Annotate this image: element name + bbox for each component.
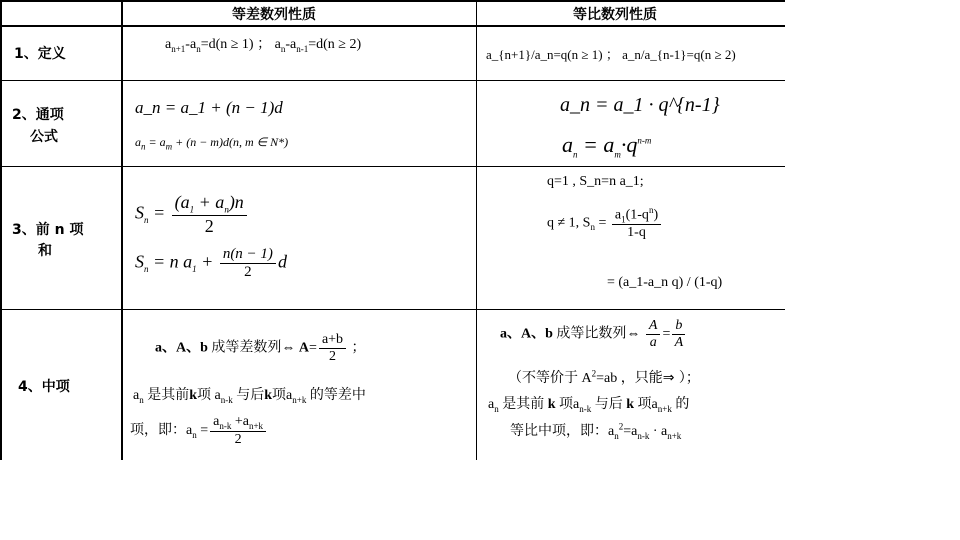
row-label-middle-term: 4、中项 [18, 379, 70, 395]
arith-sum-2: $S_n = n$ $a_1$ + $\frac{n(n - 1)}{2}$ d [135, 246, 287, 280]
geo-general-term-2: $a_n = a_m\cdot q^{n-m}$ [562, 132, 652, 160]
geo-middle-3: $a_n$ 是其前 k 项$a_{n-k}$ 与后 k 项$a_{n+k}$ 的 [488, 396, 690, 414]
geo-middle-1: a、A、b 成等比数列⇔ $\frac{A}{a}$ = $\frac{b}{A}$ [500, 318, 687, 351]
header-arithmetic: 等差数列性质 [232, 7, 316, 23]
arith-general-term: a_n = a_1 + (n − 1)d [135, 98, 283, 117]
row-label-sum-2: 和 [38, 243, 52, 259]
row-label-definition: 1、定义 [14, 46, 66, 62]
border [476, 0, 477, 460]
arith-general-term-2: $a_n = a_m + (n - m)d(n$, m ∈ N*) [135, 135, 289, 152]
border [121, 0, 123, 460]
border [0, 25, 785, 27]
border [0, 309, 785, 310]
geo-sum-2: = (a_1-a_n q) / (1-q) [607, 275, 723, 290]
geo-sum: q ≠ 1, $S_n$ = $\frac{a_1(1-q^n)}{1-q}$ [547, 205, 663, 241]
geo-sum-q1: q=1 , S_n=n a_1; [547, 174, 644, 189]
border [0, 80, 785, 81]
arith-middle-3: 项，即：$a_n$ = $\frac{a_{n-k} +a_{n+k}}{2}$ [130, 414, 268, 448]
row-label-general-term: 2、通项 [12, 107, 64, 123]
arith-middle-2: $a_n$ 是其前k项 $a_{n-k}$ 与后k项$a_{n+k}$ 的等差中 [133, 387, 366, 405]
geo-definition: a_{n+1}/a_n=q(n ≥ 1) ； a_n/a_{n-1}=q(n ≥ 2) [486, 47, 736, 62]
arith-definition: $a_{n+1}-a_n=d(n \ge 1)$ ； $a_n-a_{n-1}=d(n \ge 2)$ [165, 37, 362, 54]
row-label-sum: 3、前 n 项 [12, 222, 84, 238]
header-geometric: 等比数列性质 [573, 7, 657, 23]
border [0, 166, 785, 167]
border [0, 0, 2, 460]
arith-sum: $S_n$ = $\frac{(a_1 + a_n)n}{2}$ [135, 192, 249, 237]
geo-general-term: a_n = a_1 · q^{n-1} [560, 94, 720, 116]
geo-middle-4: 等比中项，即：$a_n^2=a_{n-k} \cdot a_{n+k}$ [510, 421, 682, 441]
border [0, 0, 785, 2]
arith-middle-1: a、A、b 成等差数列⇔ A= $\frac{a+b}{2}$ ； [155, 332, 366, 364]
row-label-general-term-2: 公式 [30, 129, 58, 145]
geo-middle-2: （不等价于 $A^2=ab$ ，只能⇒ ）； [508, 368, 700, 386]
